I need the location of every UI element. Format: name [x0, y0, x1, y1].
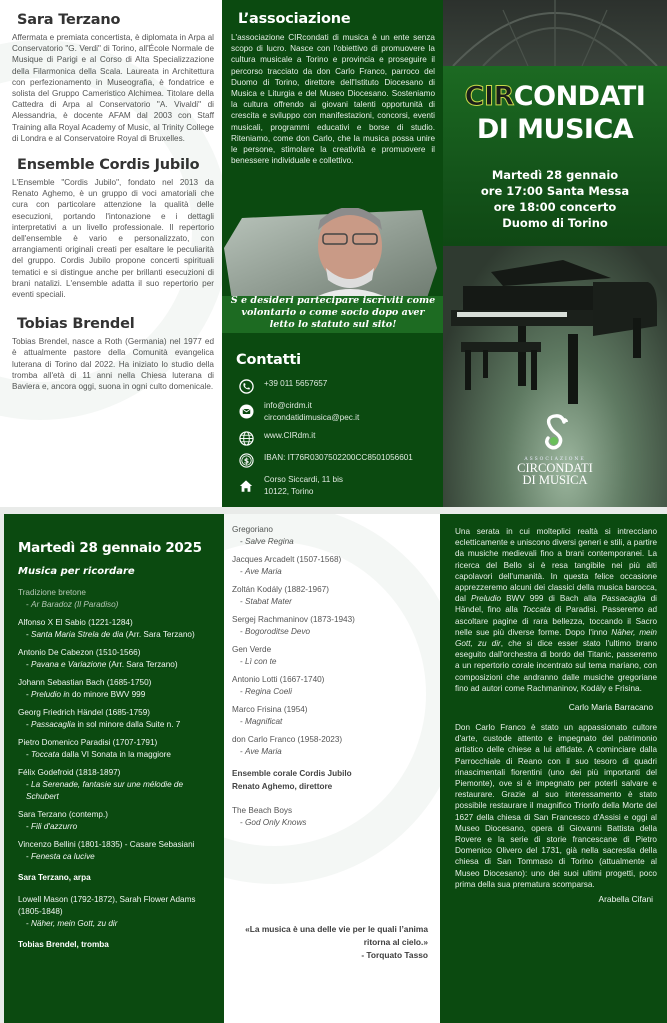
- program-panel-1: [4, 514, 222, 1023]
- cover-title-line1: [443, 80, 667, 113]
- logo-s-icon: [542, 414, 568, 452]
- bio-tobias-brendel: Tobias Brendel, nasce a Roth (Germania) nel 1977 ed è attualmente pastore della Comunità evangelica luterana di Torino dal 2022. Ha iniziato lo studio della tromba all'età di 11 anni nella Chiesa luterana di Baviera e, ancora oggi, suona in ogni culto domenicale.: [12, 337, 214, 392]
- cover-title: [443, 80, 667, 146]
- contact-address: [238, 474, 443, 498]
- program-item: [18, 617, 214, 641]
- composer-name: don Carlo Franco (1958-2023): [232, 735, 343, 744]
- work-title-italic: Ave Maria: [245, 747, 282, 756]
- work-title: - Ave Maria: [240, 747, 282, 756]
- notes-panel: [443, 514, 667, 1023]
- work-title-italic: Magnificat: [245, 717, 283, 726]
- composer-name: Gen Verde: [232, 645, 272, 654]
- composer-name: Vincenzo Bellini (1801-1835) - Casare Sebasiani: [18, 840, 195, 849]
- composer-name: Alfonso X El Sabio (1221-1284): [18, 618, 133, 627]
- work-title-italic: God Only Knows: [245, 818, 307, 827]
- work-title: - Fili d'azzurro: [26, 822, 78, 831]
- performer-choir-line1: Ensemble corale Cordis Jubilo: [232, 769, 352, 778]
- work-extra: (Arr. Sara Terzano): [123, 630, 195, 639]
- notes-text-1: Una serata in cui molteplici realtà si intrecciano ecletticamente e uniscono diversi generi e stili, a partire da musiche medievali fino a brani contemporanei. La ricerca del Bello si è resa tangibile nei più alti capolavori dell'umanità. In questa felice occasione apprezzeremo alcuni dei classici della musica barocca, dal Preludio BWV 999 di Bach alla Passacaglia di Händel, fino alla Toccata di Paradisi. Passeremo ad ascoltare pagine di rara bellezza, toccando il Sacro nelle sue più diverse forme. Dopo l'inno Näher, mein Gott, zu dir, che si dice esser stato l'ultimo brano eseguito dall'orchestra di bordo del Titanic, passeremo a un repertorio corale incentrato sul tema mariano, con composizioni che andranno dalle musiche gregoriane fino ad autori come Rachmaninov, Kodály e Frisina.: [455, 527, 658, 693]
- work-extra: dalla VI Sonata in la maggiore: [59, 750, 171, 759]
- composer-name: The Beach Boys: [232, 806, 293, 815]
- logo-line2: DI MUSICA: [522, 473, 588, 487]
- performer-choir: [232, 768, 434, 793]
- work-title-italic: Bogoroditse Devo: [245, 627, 311, 636]
- work-title: - Ave Maria: [240, 567, 282, 576]
- logo-small-text: ASSOCIAZIONE: [524, 457, 586, 462]
- association-panel: [222, 0, 443, 507]
- program-item: [18, 647, 214, 671]
- title-prefix-cir: CIR: [464, 81, 514, 112]
- work-title-italic: Preludio: [470, 594, 502, 604]
- section-title-ensemble: Ensemble Cordis Jubilo: [17, 157, 200, 174]
- volunteer-photo: [222, 208, 443, 333]
- work-title-italic: Regina Coeli: [245, 687, 292, 696]
- website-link[interactable]: www.CIRdm.it: [264, 431, 316, 440]
- composer-name: Lowell Mason (1792-1872), Sarah Flower Adams (1805-1848): [18, 895, 196, 916]
- program-item: [232, 734, 434, 758]
- work-extra: in sol minore dalla Suite n. 7: [75, 720, 181, 729]
- work-title: - Magnificat: [240, 717, 283, 726]
- signature-1: Carlo Maria Barracano: [568, 702, 653, 713]
- work-title: - Pavana e Variazione (Arr. Sara Terzano): [26, 660, 178, 669]
- work-title: - Passacaglia in sol minore dalla Suite n. 7: [26, 720, 181, 729]
- quote-block: [228, 923, 428, 962]
- event-details: [443, 167, 667, 231]
- volunteer-caption: S e desideri partecipare iscriviti come volontario o come socio dopo aver letto lo statuto sul sito!: [230, 295, 436, 330]
- performer-harp: Sara Terzano, arpa: [18, 873, 91, 882]
- cover-panel: [443, 0, 667, 507]
- event-concert-time: ore 18:00 concerto: [493, 200, 617, 214]
- work-title-italic: Fili d'azzurro: [31, 822, 78, 831]
- program-list-harp: [18, 587, 214, 949]
- work-title: - Ar Baradoz (Il Paradiso): [26, 600, 119, 609]
- program-item: [232, 584, 434, 608]
- composer-name: Jacques Arcadelt (1507-1568): [232, 555, 342, 564]
- composer-name: Pietro Domenico Paradisi (1707-1791): [18, 738, 158, 747]
- program-item: [18, 587, 214, 611]
- program-item: [18, 839, 214, 863]
- work-title-italic: Ave Maria: [245, 567, 282, 576]
- dollar-icon: [238, 452, 254, 468]
- address-line-2: 10122, Torino: [264, 487, 314, 496]
- quote-text: «La musica è una delle vie per le quali l’anima ritorna al cielo.»: [245, 924, 428, 947]
- program-item: [232, 805, 434, 829]
- quote-author: - Torquato Tasso: [361, 950, 428, 960]
- work-title-italic: Passacaglia: [31, 720, 76, 729]
- composer-name: Zoltán Kodály (1882-1967): [232, 585, 329, 594]
- contact-phone-text: +39 011 5657657: [264, 379, 328, 388]
- composer-name: Georg Friedrich Händel (1685-1759): [18, 708, 150, 717]
- email-pec[interactable]: circondatidimusica@pec.it: [264, 413, 360, 422]
- work-title-italic: Pavana e Variazione: [31, 660, 107, 669]
- composer-name: Antonio Lotti (1667-1740): [232, 675, 325, 684]
- phone-icon: [238, 378, 254, 394]
- bio-sara-terzano: Affermata e premiata concertista, è diplomata in Arpa al Conservatorio "G. Verdi" di Torino, all'École Normale de Musique di Parigi e al Corso di Alta Specializzazione della Filarmonica della Scala. Laureata in Architettura con perfezionamento in Museografia, è fondatrice e solista del Gruppo Cameristico Alchimea. Titolare della Cattedra di Arpa al Conservatorio "A. Vivaldi" di Alessandria, è docente AFAM dal 2003 con Staff Training alla Royal Academy of Music, al Trinity College di Londra e al Conservatoire Royal di Bruxelles.: [12, 33, 214, 143]
- work-extra: n do minore BWV 999: [65, 690, 146, 699]
- work-title: - Bogoroditse Devo: [240, 627, 311, 636]
- composer-name: Johann Sebastian Bach (1685-1750): [18, 678, 152, 687]
- notes-text-2: Don Carlo Franco è stato un appassionato cultore d'arte, custode attento e impegnato del patrimonio artistico delle chiese a lui affidate. A cominciare dalla Parrocchiale di Reano con il suo tesoro di quadri rinascimentali fiorentini (uno dei più importanti del Piemonte), ove si è impegnato per poterli salvare e restaurare. Grazie al suo interessamento è stato possibile restaurare il magnifico Trionfo della Morte del 1627 della chiesa di San Francesco d'Assisi e oggi al Museo Diocesano, opera di Giovanni Battista della Rovere e la serie di storie francescane di Pietro Domenico Olivero del 1731, già nella sacrestia della chiesa di San Tommaso di Torino (attualmente al Museo Diocesano): uno dei suoi ultimi progetti, poco prima della sua prematura scomparsa.: [455, 723, 657, 889]
- program-item: [232, 644, 434, 668]
- work-extra: (Arr. Sara Terzano): [106, 660, 178, 669]
- program-item: [18, 707, 214, 731]
- association-title: L’associazione: [238, 11, 351, 27]
- event-mass-time: ore 17:00 Santa Messa: [480, 184, 630, 198]
- program-list-choir: [232, 524, 434, 829]
- address-line-1: Corso Siccardi, 11 bis: [264, 475, 344, 484]
- program-item: [18, 809, 214, 833]
- work-title: - Regina Coeli: [240, 687, 292, 696]
- title-rest-condati: CONDATI: [513, 81, 646, 112]
- contact-iban: [238, 452, 443, 468]
- event-date: Martedì 28 gennaio: [491, 168, 619, 182]
- program-panel-2: [222, 514, 443, 1023]
- contact-website[interactable]: [238, 430, 443, 446]
- logo-line1: CIRCONDATI: [517, 461, 593, 475]
- work-title: - Salve Regina: [240, 537, 294, 546]
- work-title-italic: Lì con te: [245, 657, 277, 666]
- svg-text:$: $: [243, 455, 249, 465]
- work-title: - Lì con te: [240, 657, 277, 666]
- performer-trumpet: Tobias Brendel, tromba: [18, 940, 109, 949]
- work-title: - Toccata dalla VI Sonata in la maggiore: [26, 750, 171, 759]
- work-title: - Fenesta ca lucive: [26, 852, 95, 861]
- globe-icon: [238, 430, 254, 446]
- contacts-title: Contatti: [236, 352, 301, 368]
- section-title-sara-terzano: Sara Terzano: [17, 12, 121, 28]
- composer-name: Sara Terzano (contemp.): [18, 810, 108, 819]
- work-title-italic: Stabat Mater: [245, 597, 292, 606]
- composer-name: Antonio De Cabezon (1510-1566): [18, 648, 141, 657]
- program-item: [18, 767, 214, 803]
- program-item: [232, 554, 434, 578]
- mail-icon: [238, 403, 254, 419]
- program-item: [232, 524, 434, 548]
- home-icon: [238, 478, 254, 494]
- email-primary[interactable]: info@cirdm.it: [264, 401, 312, 410]
- performer-choir-line2: Renato Aghemo, direttore: [232, 781, 333, 791]
- program-date: Martedì 28 gennaio 2025: [18, 540, 202, 556]
- work-title-italic: Salve Regina: [245, 537, 294, 546]
- contacts-list: [238, 378, 443, 504]
- work-title-italic: Toccata: [522, 605, 551, 615]
- contact-email[interactable]: [238, 400, 443, 424]
- work-title-italic: Preludio i: [31, 690, 66, 699]
- work-title-italic: Fenesta ca lucive: [31, 852, 95, 861]
- program-item: [232, 674, 434, 698]
- work-title-italic: Santa Maria Strela de dia: [31, 630, 124, 639]
- composer-name: Gregoriano: [232, 525, 273, 534]
- work-title: - Preludio in do minore BWV 999: [26, 690, 146, 699]
- work-title-italic: Näher, mein Gott, zu dir: [31, 919, 118, 928]
- composer-name: Sergej Rachmaninov (1873-1943): [232, 615, 355, 624]
- cover-title-line2: DI MUSICA: [476, 114, 634, 145]
- work-title: - La Serenade, fantasie sur une mélodie de Schubert: [26, 780, 184, 801]
- composer-name: Tradizione bretone: [18, 588, 86, 597]
- event-venue: Duomo di Torino: [502, 216, 608, 230]
- program-item: [18, 677, 214, 701]
- section-title-tobias-brendel: Tobias Brendel: [17, 316, 135, 333]
- signature-2: Arabella Cifani: [598, 894, 653, 905]
- work-title: - Stabat Mater: [240, 597, 292, 606]
- association-text: L'associazione CIRcondati di musica è un ente senza scopo di lucro. Nasce con l'obiettivo di promuovere la cultura musicale a Torino e provincia e proseguire il percorso tracciato da don Carlo Franco, parroco del Duomo di Torino, direttore dell'Istituto Diocesano di Musica e Liturgia e del Museo Diocesano. Sosteniamo la cultura offrendo ai giovani talenti opportunità di crescita e sviluppo con manifestazioni, concorsi, eventi musicali, programmi educativi e borse di studio. Riteniamo, come don Carlo, che la musica possa unire le persone, stimolare la creatività e promuovere il benessere individuale e collettivo.: [231, 33, 435, 166]
- work-title: - Santa Maria Strela de dia (Arr. Sara Terzano): [26, 630, 195, 639]
- iban-text: IBAN: IT76R0307502200CC8501056601: [264, 453, 413, 462]
- program-item: [232, 704, 434, 728]
- bio-ensemble: L'Ensemble "Cordis Jubilo", fondato nel 2013 da Renato Aghemo, è un gruppo di voci amatoriali che cura con particolare attenzione la qualità delle esecuzioni, portando l'intonazione e i dettagli interpretativi a un livello professionale. Il repertorio dell'ensemble è vario e personalizzato, con arrangiamenti originali creati per esaltare le peculiarità del gruppo. Cordis Jubilo propone concerti spirituali tematici e si distingue anche per brillanti esecuzioni di brani natalizi. L'ensemble adatta il suo repertorio per eventi speciali.: [12, 178, 214, 300]
- composer-name: Félix Godefroid (1818-1897): [18, 768, 121, 777]
- work-title-italic: Toccata: [31, 750, 60, 759]
- program-item: [18, 894, 214, 930]
- work-title: - God Only Knows: [240, 818, 307, 827]
- work-title-italic: Ar Baradoz (Il Paradiso): [31, 600, 119, 609]
- program-item: [18, 737, 214, 761]
- contact-phone[interactable]: [238, 378, 443, 394]
- composer-name: Marco Frisina (1954): [232, 705, 308, 714]
- cathedral-dome-image: [443, 0, 667, 66]
- work-title-italic: Passacaglia: [601, 594, 646, 604]
- association-logo: [443, 414, 667, 486]
- work-title-italic: La Serenade, fantasie sur une mélodie de Schubert: [26, 780, 184, 801]
- work-title-italic: Näher, mein Gott, zu dir: [455, 627, 657, 649]
- program-item: [232, 614, 434, 638]
- program-subtitle: Musica per ricordare: [18, 566, 135, 577]
- bios-panel: [0, 0, 222, 507]
- work-title: - Näher, mein Gott, zu dir: [26, 919, 118, 928]
